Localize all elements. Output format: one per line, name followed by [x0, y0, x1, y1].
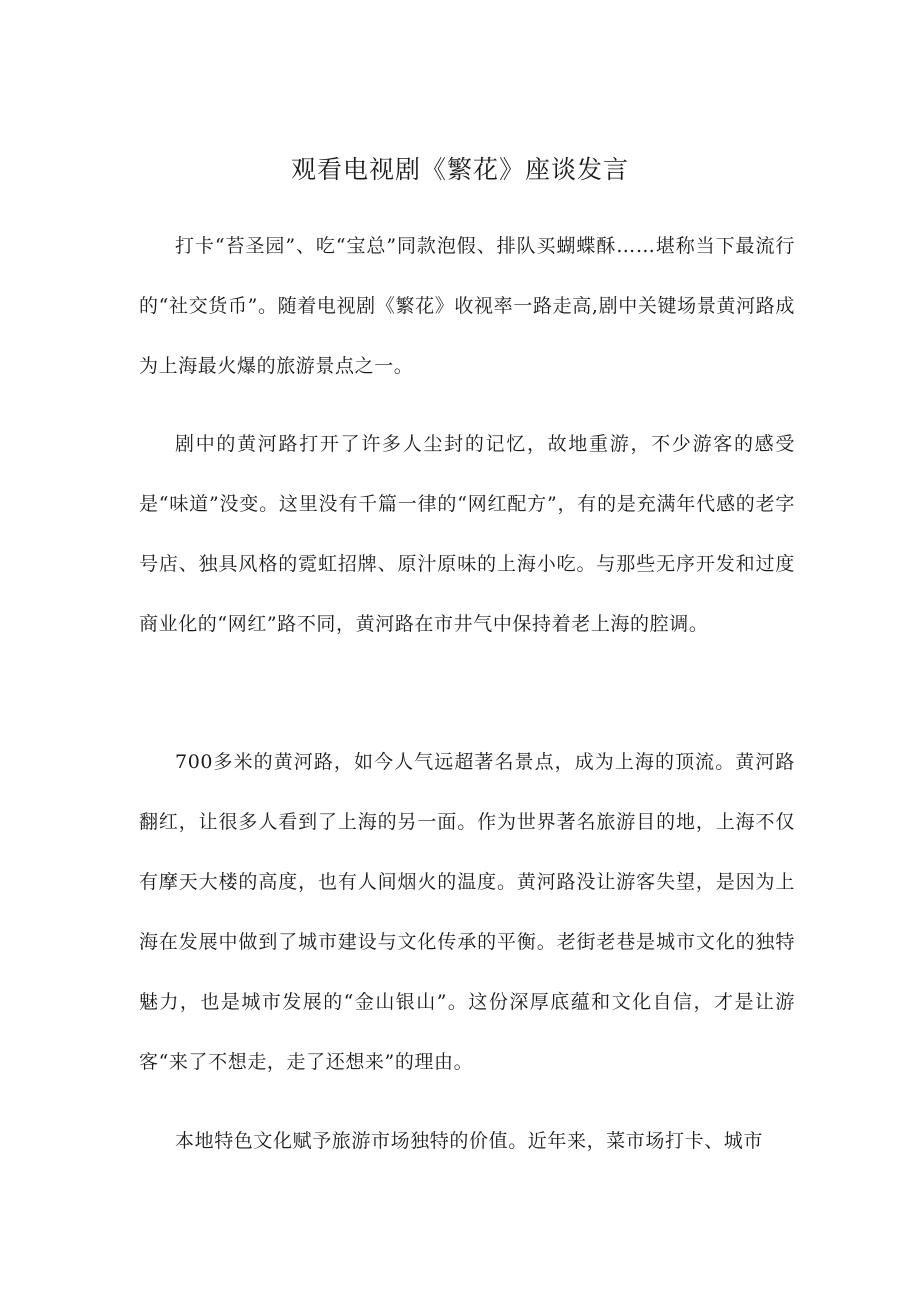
- paragraph-4: 本地特色文化赋予旅游市场独特的价值。近年来，菜市场打卡、城市: [175, 1130, 764, 1152]
- paragraph-1: 打卡“苔圣园”、吃“宝总”同款泡假、排队买蝴蝶酥……堪称当下最流行的“社交货币”。随着电视剧《繁花》收视率一路走高,剧中关键场景黄河路成为上海最火爆的旅游景点之一。: [139, 235, 795, 377]
- document-title: 观看电视剧《繁花》座谈发言: [290, 155, 629, 184]
- paragraph-2: 剧中的黄河路打开了许多人尘封的记忆，故地重游，不少游客的感受是“味道”没变。这里没有千篇一律的“网红配方”，有的是充满年代感的老字号店、独具风格的霓虹招牌、原汁原味的上海小吃。与那些无序开发和过度商业化的“网红”路不同，黄河路在市井气中保持着老上海的腔调。: [139, 433, 795, 635]
- paragraph-3: 700多米的黄河路，如今人气远超著名景点，成为上海的顶流。黄河路翻红，让很多人看到了上海的另一面。作为世界著名旅游目的地，上海不仅有摩天大楼的高度，也有人间烟火的温度。黄河路没让游客失望，是因为上海在发展中做到了城市建设与文化传承的平衡。老街老巷是城市文化的独特魅力，也是城市发展的“金山银山”。这份深厚底蕴和文化自信，才是让游客“来了不想走，走了还想来”的理由。: [139, 751, 795, 1073]
